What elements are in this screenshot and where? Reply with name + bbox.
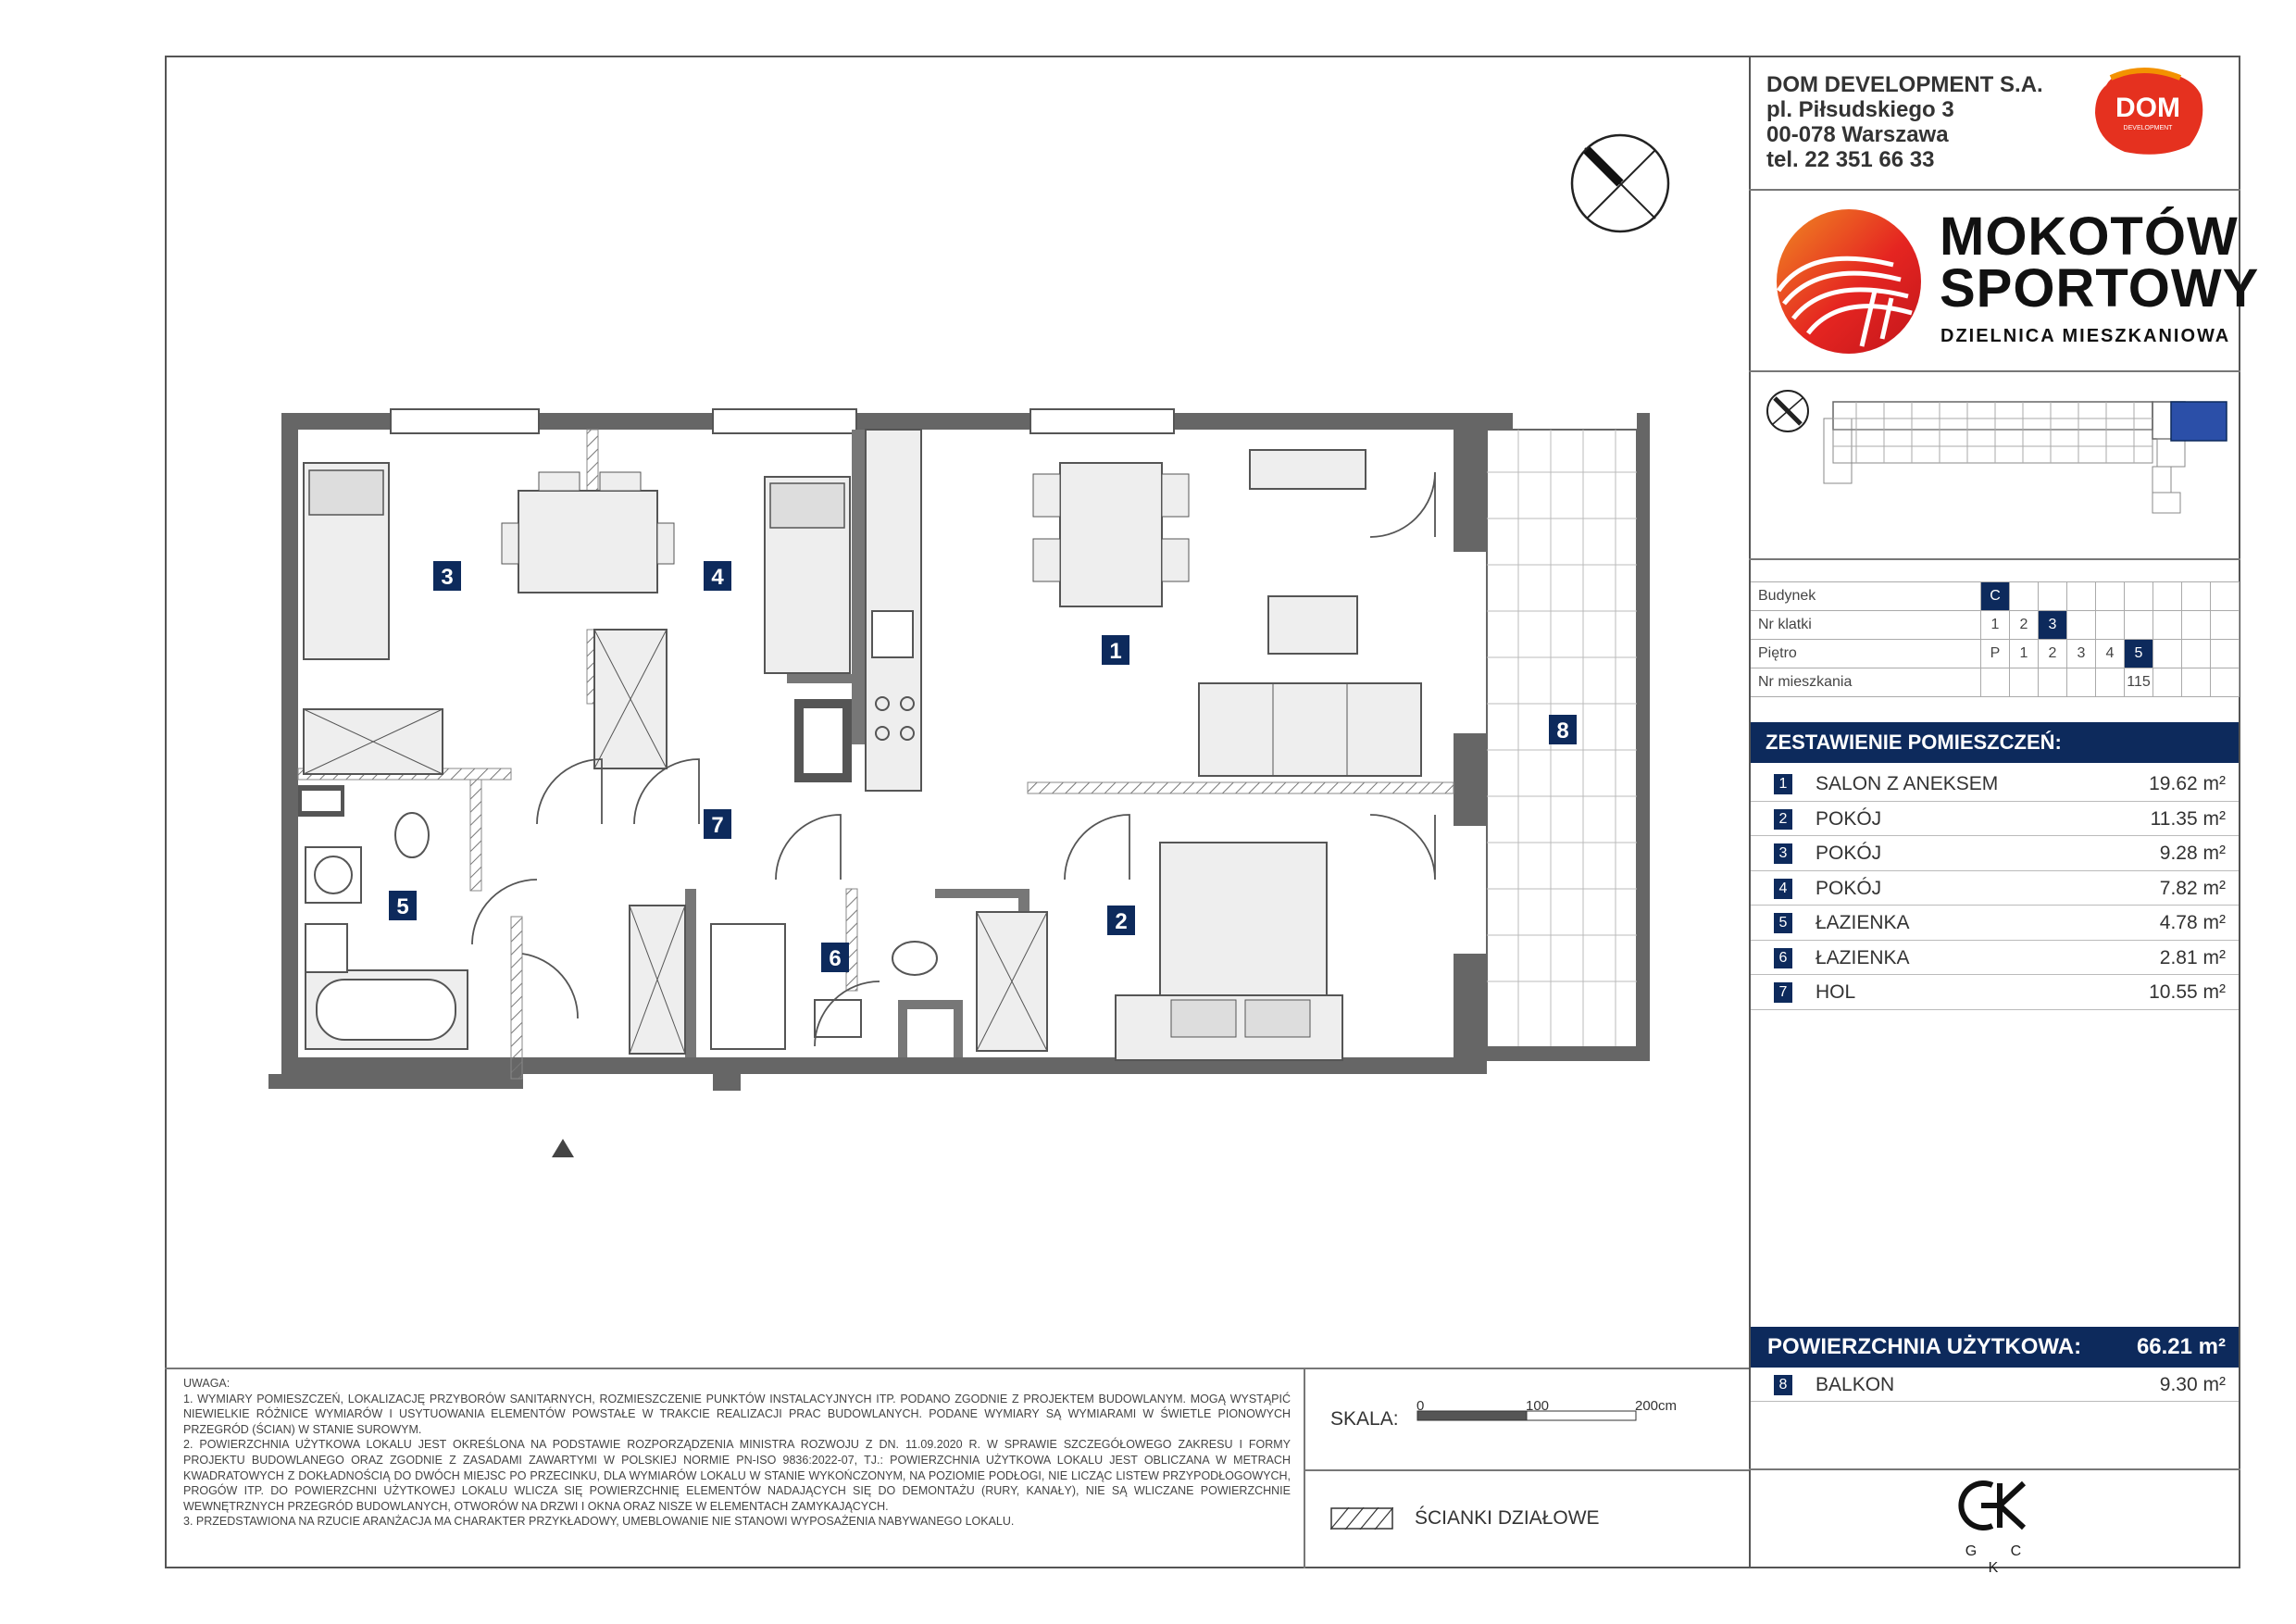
info-cell xyxy=(2211,582,2240,611)
apartment-info-table xyxy=(1751,581,2240,697)
room-name: HOL xyxy=(1816,981,1856,1003)
room-area: 4.78 m² xyxy=(2159,912,2226,933)
info-cell xyxy=(2211,611,2240,640)
plan-label-1: 1 xyxy=(1109,639,1122,664)
notes-divider xyxy=(1304,1368,1305,1568)
info-cell xyxy=(2182,611,2211,640)
brand-logo xyxy=(1773,207,1926,356)
info-cell xyxy=(2067,611,2096,640)
room-number: 4 xyxy=(1774,879,1792,899)
room-area: 9.28 m² xyxy=(2159,843,2226,864)
floor-plan xyxy=(268,398,1694,1157)
info-cell: 3 xyxy=(2039,611,2067,640)
info-cell: 115 xyxy=(2125,668,2153,697)
info-row xyxy=(1751,668,2240,697)
gck-text: G C K xyxy=(1965,1543,2037,1576)
info-row-label: Nr mieszkania xyxy=(1751,668,1981,697)
room-row xyxy=(1751,906,2239,941)
info-row xyxy=(1751,582,2240,611)
usable-area-value: 66.21 m² xyxy=(2136,1334,2226,1359)
plan-label-2: 2 xyxy=(1115,909,1128,934)
room-row xyxy=(1751,802,2239,837)
brand-title xyxy=(1940,206,2260,319)
partition-hatch-icon xyxy=(1330,1507,1393,1530)
compass-icon xyxy=(1566,130,1674,237)
gck-logo-icon xyxy=(1944,1478,2046,1533)
info-cell: 2 xyxy=(2039,640,2067,668)
scale-divider xyxy=(1304,1469,1749,1471)
info-cell: 2 xyxy=(2010,611,2039,640)
info-row-label: Budynek xyxy=(1751,582,1981,611)
usable-area-bar xyxy=(1751,1327,2239,1368)
info-cell: 5 xyxy=(2125,640,2153,668)
brand-logo-icon xyxy=(1773,207,1926,356)
info-row xyxy=(1751,611,2240,640)
info-cell xyxy=(2039,582,2067,611)
key-plan xyxy=(1764,381,2236,548)
info-cell xyxy=(2153,640,2182,668)
plan-label-4: 4 xyxy=(711,565,724,590)
plan-label-5: 5 xyxy=(396,894,409,919)
room-row xyxy=(1751,941,2239,976)
info-cell xyxy=(2096,582,2125,611)
room-number: 7 xyxy=(1774,982,1792,1003)
bottom-divider xyxy=(165,1368,1749,1369)
room-name: POKÓJ xyxy=(1816,843,1882,864)
brand-line-1: MOKOTÓW xyxy=(1940,206,2239,267)
room-row xyxy=(1751,836,2239,871)
info-cell: P xyxy=(1981,640,2010,668)
partition-wall-swatch xyxy=(1330,1507,1393,1530)
sidebar-divider-1 xyxy=(1749,189,2240,191)
plan-label-7: 7 xyxy=(711,813,724,838)
balcony-name: BALKON xyxy=(1816,1374,1895,1395)
dom-logo-icon xyxy=(2088,67,2208,159)
plan-label-6: 6 xyxy=(829,946,842,971)
room-area: 10.55 m² xyxy=(2149,981,2226,1003)
info-cell xyxy=(2125,582,2153,611)
info-cell xyxy=(2096,611,2125,640)
scale-tick-0: 0 xyxy=(1416,1398,1425,1414)
plan-label-3: 3 xyxy=(441,565,454,590)
info-cell xyxy=(2153,582,2182,611)
info-cell xyxy=(2010,582,2039,611)
balcony-row xyxy=(1751,1368,2239,1402)
balcony-area: 9.30 m² xyxy=(2159,1374,2226,1395)
info-cell xyxy=(2211,668,2240,697)
info-cell xyxy=(2211,640,2240,668)
info-cell: 4 xyxy=(2096,640,2125,668)
note-2: 2. POWIERZCHNIA UŻYTKOWA LOKALU JEST OKREŚLONA NA PODSTAWIE ROZPORZĄDZENIA MINISTRA ROZWOJU Z DN. 11.09.2020 R. W SPRAWIE SZCZEGÓŁOWEGO ZAKRESU I FORMY PROJEKTU BUDOWLANEGO ORAZ ZGODNIE Z ZASADAMI ZAWARTYMI W POLSKIEJ NORMIE PN-ISO 9836:2022-07, TJ.: POWIERZCHNIA UŻYTKOWA LOKALU JEST OBLICZANA W METRACH KWADRATOWYCH Z DOKŁADNOŚCIĄ DO DWÓCH MIEJSC PO PRZECINKU, DLA WYMIARÓW LOKALU W STANIE WYKOŃCZONYM, NA POZIOMIE PODŁOGI, NIE LICZĄC LISTEW PRZYPODŁOGOWYCH, PROGÓW ITP. DO POWIERZCHNI UŻYTKOWEJ LOKALU WLICZA SIĘ POWIERZCHNIĘ ELEMENTÓW NADAJĄCYCH SIĘ DO DEMONTAŻU (RURY, KANAŁY), NIE SĄ WLICZANE POWIERZCHNIE WEWNĘTRZNYCH PRZEGRÓD BUDOWLANYCH, OTWORÓW NA DRZWI I OKNA ORAZ NISZE W ELEMENTACH ZAMYKAJĄCYCH. xyxy=(183,1438,1291,1513)
company-name: DOM DEVELOPMENT S.A. xyxy=(1766,72,2043,97)
room-name: ŁAZIENKA xyxy=(1816,912,1910,933)
room-row xyxy=(1751,975,2239,1010)
sidebar-divider-3 xyxy=(1749,558,2240,560)
room-number: 5 xyxy=(1774,913,1792,933)
info-row-label: Piętro xyxy=(1751,640,1981,668)
sidebar-divider-2 xyxy=(1749,370,2240,372)
room-name: ŁAZIENKA xyxy=(1816,946,1910,968)
scale-tick-200: 200cm xyxy=(1635,1398,1678,1414)
room-number: 3 xyxy=(1774,843,1792,864)
company-address xyxy=(1766,72,2043,172)
sidebar-divider-4 xyxy=(1749,1468,2240,1470)
info-cell xyxy=(2182,582,2211,611)
room-number: 2 xyxy=(1774,809,1792,830)
info-cell: 1 xyxy=(1981,611,2010,640)
info-cell xyxy=(1981,668,2010,697)
room-name: POKÓJ xyxy=(1816,807,1882,830)
company-street: pl. Piłsudskiego 3 xyxy=(1766,97,1954,122)
info-cell xyxy=(2096,668,2125,697)
info-cell xyxy=(2010,668,2039,697)
info-row xyxy=(1751,640,2240,668)
notes-heading: UWAGA: xyxy=(183,1377,231,1390)
company-city: 00-078 Warszawa xyxy=(1766,122,1949,147)
scale-label: SKALA: xyxy=(1330,1408,1399,1430)
dom-logo xyxy=(2088,67,2208,159)
info-cell xyxy=(2182,640,2211,668)
scale-tick-100: 100 xyxy=(1526,1398,1550,1414)
room-area: 7.82 m² xyxy=(2159,877,2226,899)
gck-logo xyxy=(1944,1478,2046,1576)
room-name: SALON Z ANEKSEM xyxy=(1816,773,1999,794)
room-row xyxy=(1751,871,2239,906)
balcony-number: 8 xyxy=(1774,1375,1792,1395)
plan-label-8: 8 xyxy=(1556,718,1569,743)
room-area: 11.35 m² xyxy=(2150,807,2226,830)
brand-subtitle: DZIELNICA MIESZKANIOWA xyxy=(1940,326,2231,346)
info-cell xyxy=(2067,668,2096,697)
floor-plan-drawing xyxy=(268,398,1694,1157)
notes xyxy=(183,1376,1291,1530)
info-cell xyxy=(2153,611,2182,640)
note-3: 3. PRZEDSTAWIONA NA RZUCIE ARANŻACJA MA CHARAKTER PRZYKŁADOWY, UMEBLOWANIE NIE STANOWI WYPOSAŻENIA NABYWANEGO LOKALU. xyxy=(183,1515,1015,1529)
rooms-list xyxy=(1751,767,2239,1010)
info-cell: C xyxy=(1981,582,2010,611)
info-cell xyxy=(2153,668,2182,697)
info-cell xyxy=(2039,668,2067,697)
dom-logo-text: DOM xyxy=(2115,93,2180,123)
usable-area-label: POWIERZCHNIA UŻYTKOWA: xyxy=(1767,1334,2082,1359)
info-cell xyxy=(2125,611,2153,640)
info-cell: 3 xyxy=(2067,640,2096,668)
room-area: 2.81 m² xyxy=(2159,946,2226,968)
room-number: 6 xyxy=(1774,948,1792,968)
company-phone: tel. 22 351 66 33 xyxy=(1766,147,1935,172)
room-number: 1 xyxy=(1774,774,1792,794)
rooms-header: ZESTAWIENIE POMIESZCZEŃ: xyxy=(1751,722,2239,763)
partition-wall-label: ŚCIANKI DZIAŁOWE xyxy=(1415,1507,1600,1529)
info-cell: 1 xyxy=(2010,640,2039,668)
north-arrow xyxy=(1566,130,1674,237)
note-1: 1. WYMIARY POMIESZCZEŃ, LOKALIZACJĘ PRZYBORÓW SANITARNYCH, ROZMIESZCZENIE PUNKTÓW INSTALACYJNYCH ITP. PODANO ZGODNIE Z PROJEKTEM BUDOWLANYM. MOGĄ WYSTĄPIĆ NIEWIELKIE RÓŻNICE WYMIARÓW I USYTUOWANIA ELEMENTÓW POWSTAŁE W TRAKCIE REALIZACJI PRAC BUDOWLANYCH. PODANE WYMIARY SĄ WYMIARAMI W ŚWIETLE PIONOWYCH PRZEGRÓD (ŚCIAN) W STANIE SUROWYM. xyxy=(183,1392,1291,1436)
info-cell xyxy=(2182,668,2211,697)
room-area: 19.62 m² xyxy=(2149,773,2226,794)
dom-logo-subtext: DEVELOPMENT xyxy=(2123,125,2173,131)
brand-line-2: SPORTOWY xyxy=(1940,258,2260,319)
info-cell xyxy=(2067,582,2096,611)
room-row xyxy=(1751,767,2239,802)
info-row-label: Nr klatki xyxy=(1751,611,1981,640)
room-name: POKÓJ xyxy=(1816,877,1882,899)
key-plan-drawing xyxy=(1764,381,2236,548)
